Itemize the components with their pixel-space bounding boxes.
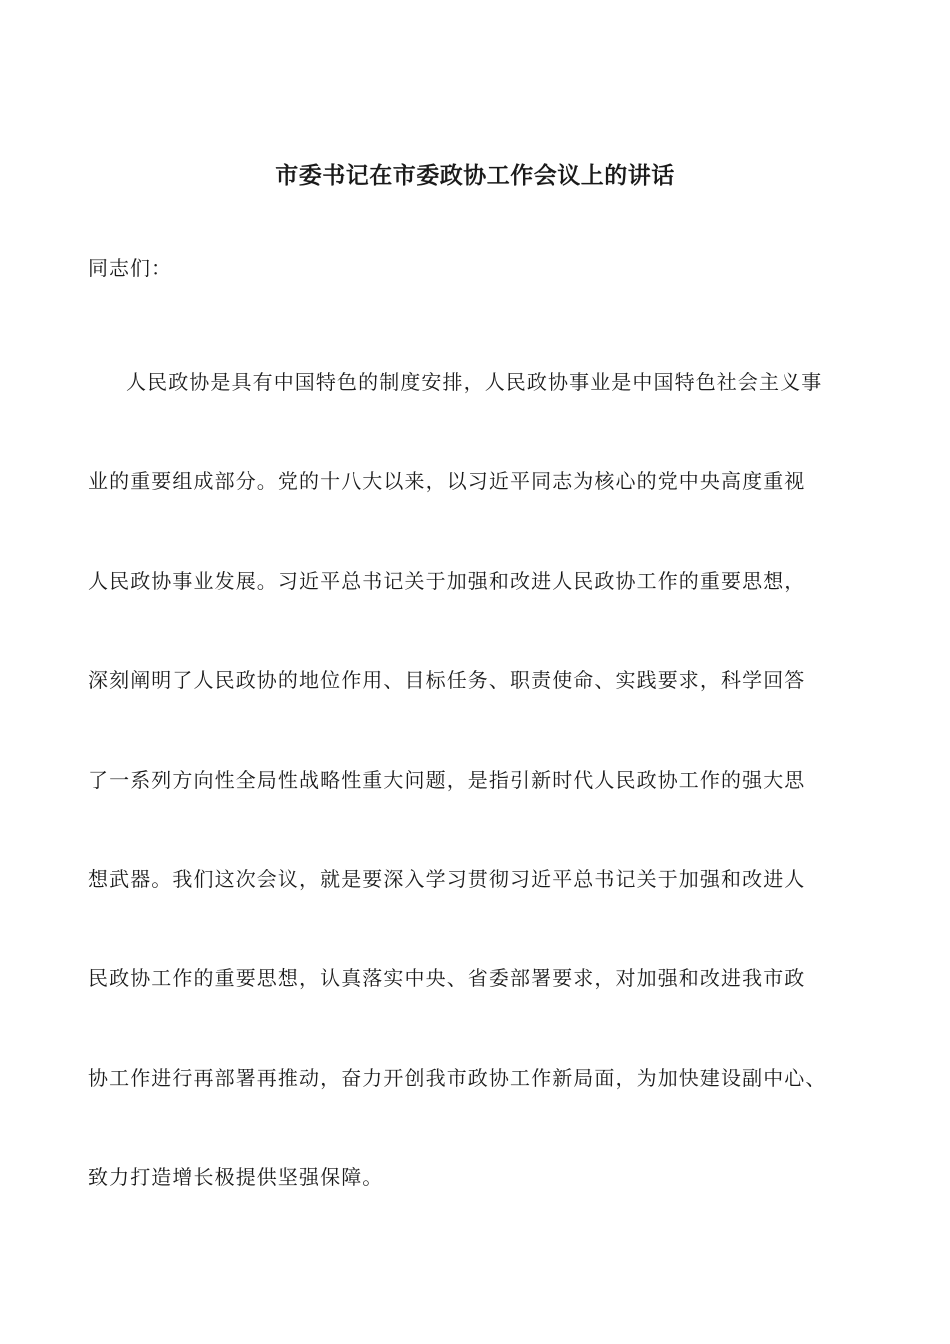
paragraph-line: 致力打造增长极提供坚强保障。 <box>88 1165 384 1190</box>
paragraph-line: 深刻阐明了人民政协的地位作用、目标任务、职责使命、实践要求，科学回答 <box>88 668 806 693</box>
paragraph-line: 想武器。我们这次会议，就是要深入学习贯彻习近平总书记关于加强和改进人 <box>88 866 806 891</box>
paragraph-line: 业的重要组成部分。党的十八大以来，以习近平同志为核心的党中央高度重视 <box>88 469 806 494</box>
paragraph-line: 协工作进行再部署再推动，奋力开创我市政协工作新局面，为加快建设副中心、 <box>88 1065 827 1090</box>
paragraph-line: 民政协工作的重要思想，认真落实中央、省委部署要求，对加强和改进我市政 <box>88 966 806 991</box>
salutation: 同志们： <box>88 256 172 280</box>
paragraph-line: 人民政协事业发展。习近平总书记关于加强和改进人民政协工作的重要思想， <box>88 568 806 593</box>
document-title: 市委书记在市委政协工作会议上的讲话 <box>275 163 675 189</box>
paragraph-line: 了一系列方向性全局性战略性重大问题，是指引新时代人民政协工作的强大思 <box>88 767 806 792</box>
body-paragraph <box>88 333 868 1228</box>
paragraph-line: 人民政协是具有中国特色的制度安排，人民政协事业是中国特色社会主义事 <box>126 370 823 394</box>
